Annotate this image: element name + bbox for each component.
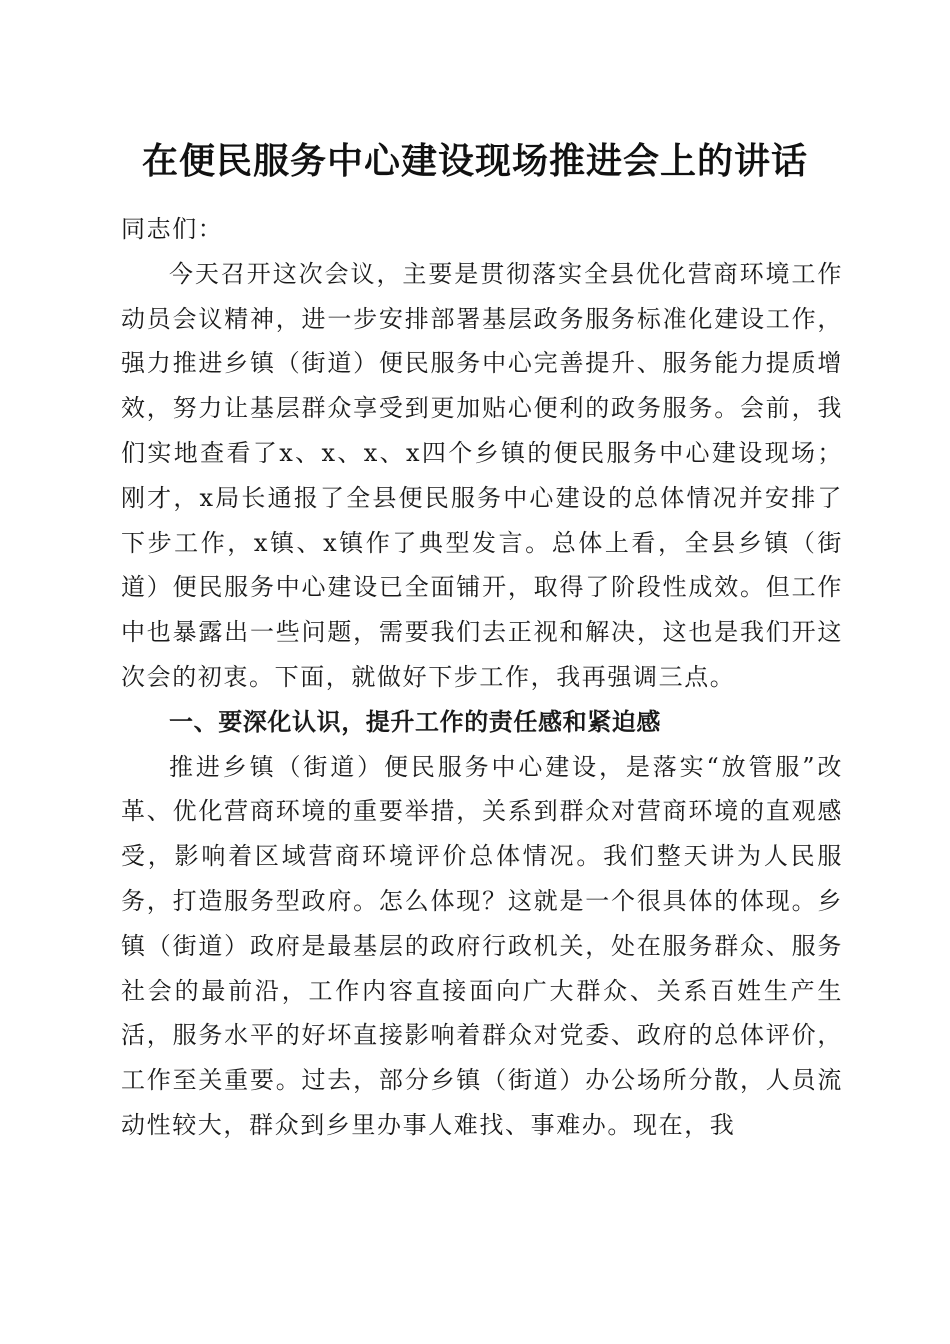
- intro-paragraph: 今天召开这次会议，主要是贯彻落实全县优化营商环境工作动员会议精神，进一步安排部署基层政务服务标准化建设工作，强力推进乡镇（街道）便民服务中心完善提升、服务能力提质增效，努力让基层群众享受到更加贴心便利的政务服务。会前，我们实地查看了x、x、x、x四个乡镇的便民服务中心建设现场；刚才，x局长通报了全县便民服务中心建设的总体情况并安排了下步工作，x镇、x镇作了典型发言。总体上看，全县乡镇（街道）便民服务中心建设已全面铺开，取得了阶段性成效。但工作中也暴露出一些问题，需要我们去正视和解决，这也是我们开这次会的初衷。下面，就做好下步工作，我再强调三点。: [121, 259, 843, 691]
- document-body: [121, 207, 843, 1148]
- section-1-paragraph: 推进乡镇（街道）便民服务中心建设，是落实“放管服”改革、优化营商环境的重要举措，关系到群众对营商环境的直观感受，影响着区域营商环境评价总体情况。我们整天讲为人民服务，打造服务型政府。怎么体现？这就是一个很具体的体现。乡镇（街道）政府是最基层的政府行政机关，处在服务群众、服务社会的最前沿，工作内容直接面向广大群众、关系百姓生产生活，服务水平的好坏直接影响着群众对党委、政府的总体评价，工作至关重要。过去，部分乡镇（街道）办公场所分散，人员流动性较大，群众到乡里办事人难找、事难办。现在，我: [121, 752, 843, 1139]
- document-title: 在便民服务中心建设现场推进会上的讲话: [141, 141, 808, 182]
- section-heading-1: 一、要深化认识，提升工作的责任感和紧迫感: [169, 707, 661, 736]
- salutation: 同志们：: [121, 215, 224, 243]
